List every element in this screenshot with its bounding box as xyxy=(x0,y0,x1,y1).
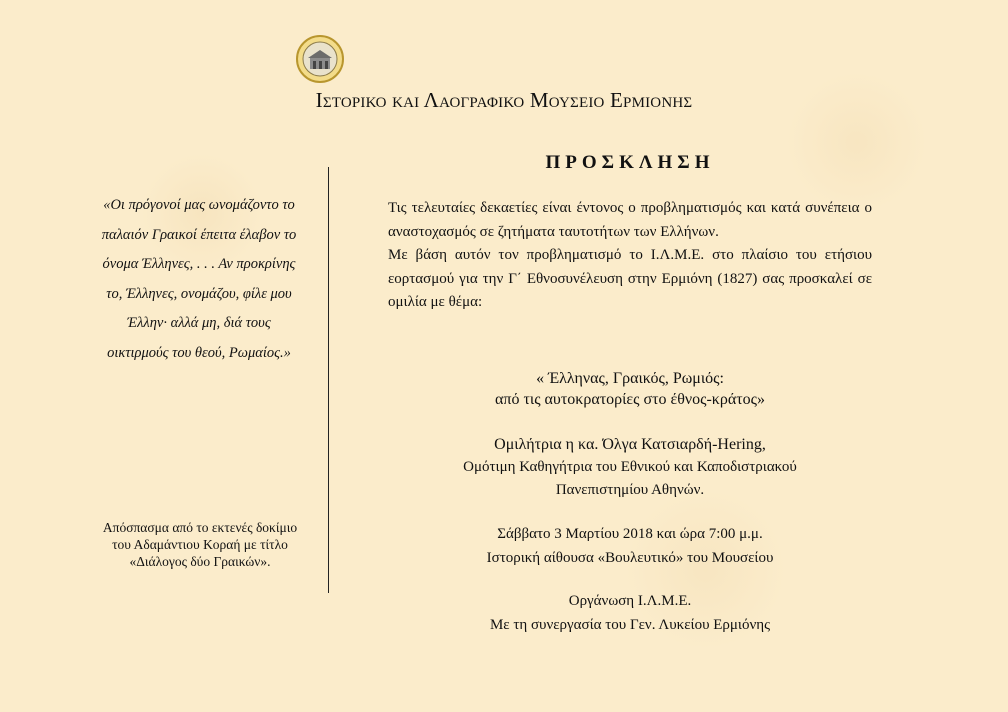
speaker-title-line-1: Ομότιμη Καθηγήτρια του Εθνικού και Καποδιστριακού xyxy=(463,459,797,475)
speaker-info xyxy=(388,433,872,502)
organizer: Οργάνωση Ι.Λ.Μ.Ε. xyxy=(568,593,692,609)
invitation-heading: ΠΡΟΣΚΛΗΣΗ xyxy=(545,152,715,173)
invitation-paragraph-1: Τις τελευταίες δεκαετίες είναι έντονος ο προβληματισμός και κατά συνέπεια ο αναστοχασμός σε ζητήματα ταυτοτήτων των Ελλήνων. xyxy=(388,200,872,240)
quote-source: Απόσπασμα από το εκτενές δοκίμιο του Αδαμάντιου Κοραή με τίτλο «Διάλογος δύο Γραικών». xyxy=(102,520,298,569)
invitation-body xyxy=(388,197,872,315)
museum-logo-icon xyxy=(294,34,346,84)
organization-info xyxy=(388,589,872,637)
event-date-time: Σάββατο 3 Μαρτίου 2018 και ώρα 7:00 μ.μ. xyxy=(497,526,763,542)
speaker-title-line-2: Πανεπιστημίου Αθηνών. xyxy=(555,482,705,498)
lecture-title-line-2: από τις αυτοκρατορίες στο έθνος-κράτος» xyxy=(495,391,765,408)
lecture-title-line-1: « Έλληνας, Γραικός, Ρωμιός: xyxy=(536,370,724,387)
lecture-title xyxy=(388,368,872,410)
korais-quote: «Οι πρόγονοί μας ωνομάζοντο το παλαιόν Γραικοί έπειτα έλαβον το όνομα Έλληνες, . . . Αν προκρίνης το, Έλληνες, ονομάζου, φίλε μου Έλλην· αλλά μη, διά τους οικτιρμούς του θεού, Ρωμαίος.» xyxy=(101,197,297,361)
collaboration: Με τη συνεργασία του Γεν. Λυκείου Ερμιόνης xyxy=(489,617,771,633)
museum-title: Ιστορικο και Λαογραφικο Μουσειο Ερμιονησ xyxy=(315,88,693,112)
vertical-divider xyxy=(328,167,329,593)
event-venue: Ιστορική αίθουσα «Βουλευτικό» του Μουσείου xyxy=(486,550,774,566)
speaker-name: Ομιλήτρια η κα. Όλγα Κατσιαρδή-Hering, xyxy=(494,436,766,453)
invitation-paragraph-2: Με βάση αυτόν τον προβληματισμό το Ι.Λ.Μ.Ε. στο πλαίσιο του ετήσιου εορτασμού για την Γ΄ Εθνοσυνέλευση στην Ερμιόνη (1827) σας προσκαλεί σε ομιλία με θέμα: xyxy=(388,247,872,310)
event-details xyxy=(388,522,872,570)
